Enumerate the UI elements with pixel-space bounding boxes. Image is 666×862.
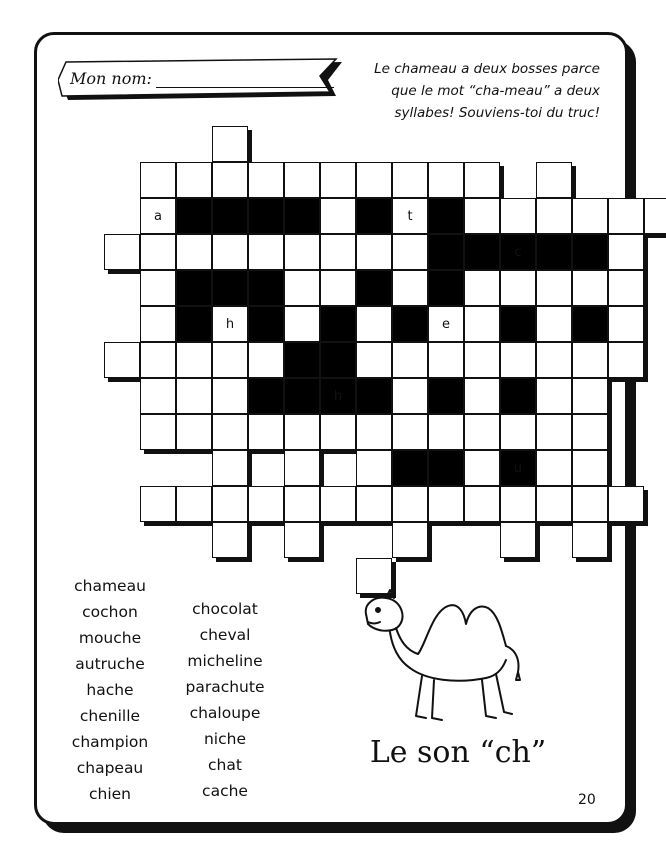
- crossword-black-cell: [320, 306, 356, 342]
- word-item: niche: [203, 730, 246, 748]
- crossword-cell[interactable]: [392, 234, 428, 270]
- crossword-black-cell: [284, 342, 320, 378]
- crossword-cell[interactable]: [500, 270, 536, 306]
- crossword-cell[interactable]: [248, 162, 284, 198]
- crossword-cell[interactable]: [284, 486, 320, 522]
- crossword-cell[interactable]: [644, 198, 666, 234]
- crossword-cell[interactable]: [608, 234, 644, 270]
- crossword-cell[interactable]: [464, 414, 500, 450]
- word-item: cochon: [82, 603, 138, 621]
- crossword-cell[interactable]: [392, 162, 428, 198]
- crossword-black-cell: [248, 198, 284, 234]
- crossword-cell[interactable]: [428, 162, 464, 198]
- crossword-cell[interactable]: [212, 378, 248, 414]
- word-item: cache: [202, 782, 248, 800]
- tip-line: syllabes! Souviens-toi du truc!: [394, 105, 600, 121]
- word-item: chapeau: [76, 759, 144, 777]
- crossword-cell[interactable]: [608, 342, 644, 378]
- crossword-cell[interactable]: [608, 306, 644, 342]
- crossword-cell[interactable]: [464, 450, 500, 486]
- crossword-cell[interactable]: [464, 378, 500, 414]
- crossword-cell[interactable]: [536, 450, 572, 486]
- crossword-cell[interactable]: [320, 486, 356, 522]
- crossword-black-cell: [428, 378, 464, 414]
- crossword-letter: h: [225, 316, 235, 332]
- crossword-cell[interactable]: [356, 486, 392, 522]
- crossword-cell[interactable]: [392, 486, 428, 522]
- crossword-cell[interactable]: [608, 198, 644, 234]
- crossword-cell[interactable]: [212, 306, 248, 342]
- crossword-cell[interactable]: [140, 306, 176, 342]
- crossword-cell[interactable]: [320, 198, 356, 234]
- tip-line: que le mot “cha-meau” a deux: [391, 83, 600, 99]
- crossword-black-cell: [428, 234, 464, 270]
- word-item: chameau: [74, 577, 146, 595]
- crossword-cell[interactable]: [212, 522, 248, 558]
- crossword-black-cell: [428, 270, 464, 306]
- crossword-black-cell: [284, 378, 320, 414]
- crossword-letter: h: [333, 388, 343, 404]
- crossword-cell[interactable]: [140, 198, 176, 234]
- crossword-cell[interactable]: [572, 198, 608, 234]
- crossword-cell[interactable]: [320, 414, 356, 450]
- crossword-cell[interactable]: [572, 378, 608, 414]
- crossword-letter: c: [514, 244, 522, 260]
- crossword-black-cell: [320, 342, 356, 378]
- word-item: chat: [208, 756, 242, 774]
- crossword-cell[interactable]: [464, 198, 500, 234]
- crossword-cell[interactable]: [392, 342, 428, 378]
- crossword-cell[interactable]: [392, 270, 428, 306]
- crossword-letter: e: [442, 316, 450, 332]
- crossword-cell[interactable]: [392, 198, 428, 234]
- crossword-cell[interactable]: [536, 342, 572, 378]
- crossword-cell[interactable]: [176, 378, 212, 414]
- crossword-cell[interactable]: [212, 414, 248, 450]
- crossword-black-cell: [500, 234, 536, 270]
- crossword-cell[interactable]: [428, 306, 464, 342]
- word-item: champion: [71, 733, 149, 751]
- word-list-column-1: [58, 573, 162, 807]
- crossword-cell[interactable]: [176, 414, 212, 450]
- crossword-cell[interactable]: [608, 486, 644, 522]
- crossword-cell[interactable]: [140, 342, 176, 378]
- crossword-cell[interactable]: [464, 342, 500, 378]
- crossword-cell[interactable]: [428, 414, 464, 450]
- crossword-cell[interactable]: [536, 306, 572, 342]
- crossword-cell[interactable]: [176, 342, 212, 378]
- crossword-cell[interactable]: [140, 162, 176, 198]
- crossword-black-cell: [428, 198, 464, 234]
- crossword-cell[interactable]: [248, 414, 284, 450]
- crossword-cell[interactable]: [500, 522, 536, 558]
- word-item: micheline: [187, 652, 263, 670]
- crossword-cell[interactable]: [428, 486, 464, 522]
- crossword-cell[interactable]: [356, 162, 392, 198]
- crossword-black-cell: [392, 450, 428, 486]
- crossword-cell[interactable]: [500, 198, 536, 234]
- crossword-cell[interactable]: [248, 486, 284, 522]
- word-item: mouche: [78, 629, 142, 647]
- crossword-cell[interactable]: [176, 486, 212, 522]
- crossword-cell[interactable]: [284, 162, 320, 198]
- crossword-cell[interactable]: [356, 306, 392, 342]
- crossword-cell[interactable]: [140, 234, 176, 270]
- crossword-cell[interactable]: [392, 522, 428, 558]
- crossword-cell[interactable]: [212, 162, 248, 198]
- crossword-cell[interactable]: [572, 450, 608, 486]
- crossword-black-cell: [356, 378, 392, 414]
- crossword-cell[interactable]: [392, 378, 428, 414]
- page-number: 20: [578, 792, 596, 808]
- crossword-cell[interactable]: [572, 414, 608, 450]
- crossword-black-cell: [176, 198, 212, 234]
- crossword-cell[interactable]: [284, 414, 320, 450]
- crossword-cell[interactable]: [248, 342, 284, 378]
- crossword-black-cell: [176, 306, 212, 342]
- crossword-cell[interactable]: [536, 270, 572, 306]
- crossword-black-cell: [356, 198, 392, 234]
- crossword-black-cell: [428, 450, 464, 486]
- crossword-black-cell: [392, 306, 428, 342]
- crossword-cell[interactable]: [284, 522, 320, 558]
- crossword-cell[interactable]: [428, 342, 464, 378]
- crossword-cell[interactable]: [392, 414, 428, 450]
- crossword-cell[interactable]: [356, 234, 392, 270]
- crossword-cell[interactable]: [140, 270, 176, 306]
- crossword-cell[interactable]: [500, 414, 536, 450]
- crossword-cell[interactable]: [176, 234, 212, 270]
- word-item: parachute: [185, 678, 265, 696]
- crossword-cell[interactable]: [140, 378, 176, 414]
- crossword-black-cell: [572, 306, 608, 342]
- crossword-cell[interactable]: [212, 486, 248, 522]
- crossword-cell[interactable]: [500, 342, 536, 378]
- crossword-cell[interactable]: [608, 270, 644, 306]
- crossword-cell[interactable]: [464, 486, 500, 522]
- crossword-cell[interactable]: [104, 342, 140, 378]
- crossword-black-cell: [248, 270, 284, 306]
- crossword-cell[interactable]: [212, 342, 248, 378]
- crossword-cell[interactable]: [104, 234, 140, 270]
- crossword-cell[interactable]: [212, 126, 248, 162]
- word-item: autruche: [75, 655, 145, 673]
- crossword-cell[interactable]: [536, 378, 572, 414]
- crossword-black-cell: [536, 234, 572, 270]
- crossword-black-cell: [248, 306, 284, 342]
- crossword-black-cell: [320, 378, 356, 414]
- crossword-cell[interactable]: [320, 234, 356, 270]
- word-item: chaloupe: [189, 704, 261, 722]
- crossword-cell[interactable]: [464, 270, 500, 306]
- crossword-cell[interactable]: [284, 450, 320, 486]
- name-label: Mon nom:: [70, 69, 152, 88]
- crossword-cell[interactable]: [284, 270, 320, 306]
- crossword-black-cell: [500, 450, 536, 486]
- crossword-black-cell: [248, 378, 284, 414]
- crossword-cell[interactable]: [536, 198, 572, 234]
- crossword-letter: a: [154, 208, 162, 224]
- crossword-black-cell: [212, 270, 248, 306]
- worksheet-title: Le son “ch”: [369, 735, 547, 770]
- crossword-cell[interactable]: [140, 486, 176, 522]
- crossword-cell[interactable]: [320, 162, 356, 198]
- crossword-cell[interactable]: [536, 162, 572, 198]
- crossword-cell[interactable]: [464, 306, 500, 342]
- crossword-black-cell: [356, 270, 392, 306]
- crossword-cell[interactable]: [572, 486, 608, 522]
- word-item: chien: [88, 785, 131, 803]
- crossword-cell[interactable]: [464, 162, 500, 198]
- crossword-cell[interactable]: [572, 522, 608, 558]
- crossword-black-cell: [284, 198, 320, 234]
- crossword-black-cell: [500, 306, 536, 342]
- word-item: chocolat: [192, 600, 258, 618]
- crossword-cell[interactable]: [356, 450, 392, 486]
- crossword-cell[interactable]: [248, 234, 284, 270]
- word-item: cheval: [199, 626, 251, 644]
- crossword-cell[interactable]: [320, 270, 356, 306]
- crossword-cell[interactable]: [572, 270, 608, 306]
- crossword-cell[interactable]: [284, 306, 320, 342]
- crossword-letter: t: [407, 208, 413, 224]
- crossword-cell[interactable]: [536, 414, 572, 450]
- crossword-cell[interactable]: [140, 414, 176, 450]
- crossword-letter: u: [513, 460, 523, 476]
- tip-line: Le chameau a deux bosses parce: [374, 61, 600, 77]
- crossword-black-cell: [464, 234, 500, 270]
- crossword-cell[interactable]: [356, 342, 392, 378]
- word-item: chenille: [79, 707, 141, 725]
- word-list-column-2: [172, 596, 278, 804]
- crossword-cell[interactable]: [500, 486, 536, 522]
- crossword-cell[interactable]: [284, 234, 320, 270]
- crossword-cell[interactable]: [572, 342, 608, 378]
- crossword-cell[interactable]: [176, 162, 212, 198]
- crossword-cell[interactable]: [212, 234, 248, 270]
- crossword-black-cell: [176, 270, 212, 306]
- crossword-cell[interactable]: [212, 450, 248, 486]
- word-item: hache: [86, 681, 134, 699]
- camel-icon: [356, 584, 536, 729]
- crossword-black-cell: [212, 198, 248, 234]
- crossword-black-cell: [572, 234, 608, 270]
- crossword-black-cell: [500, 378, 536, 414]
- crossword-cell[interactable]: [536, 486, 572, 522]
- crossword-cell[interactable]: [356, 414, 392, 450]
